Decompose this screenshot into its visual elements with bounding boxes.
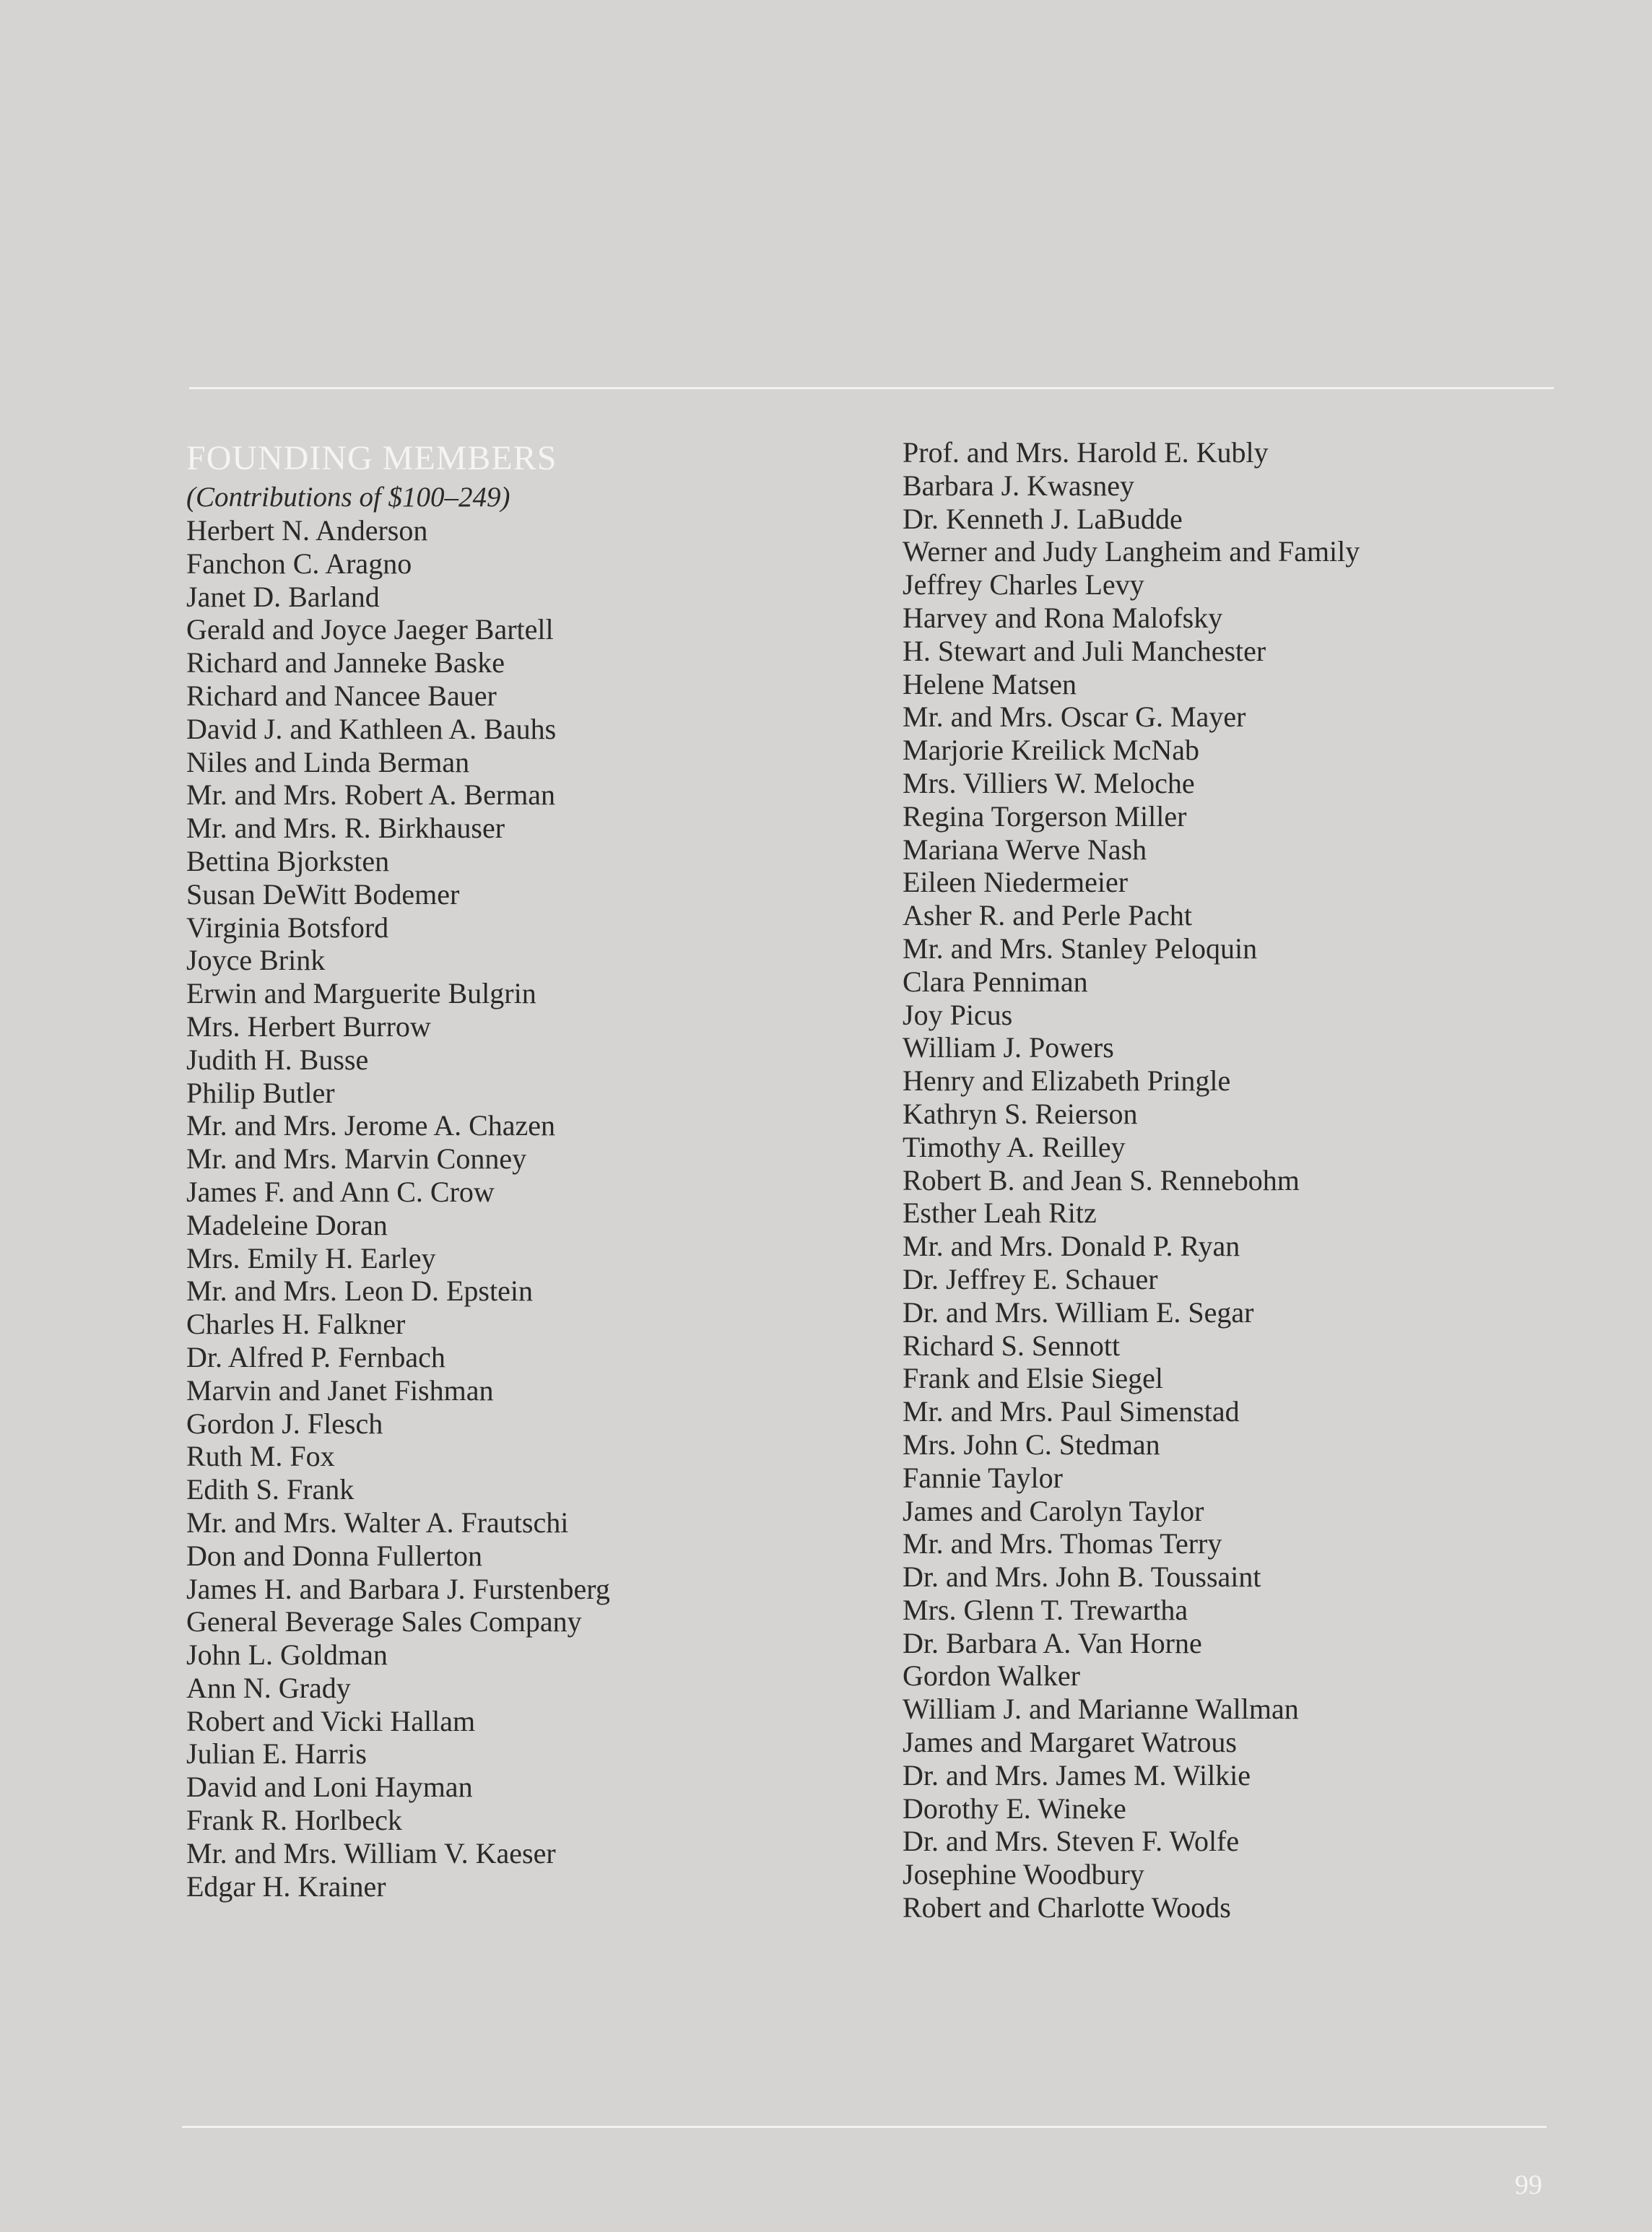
right-column	[903, 436, 1596, 1924]
member-name: Mr. and Mrs. Donald P. Ryan	[903, 1230, 1240, 1263]
member-name: Dr. and Mrs. James M. Wilkie	[903, 1758, 1251, 1792]
member-name: Dr. Jeffrey E. Schauer	[903, 1262, 1158, 1295]
member-name: Mrs. John C. Stedman	[903, 1428, 1160, 1461]
member-name: Robert B. and Jean S. Rennebohm	[903, 1163, 1300, 1197]
member-name: Mr. and Mrs. William V. Kaeser	[186, 1836, 556, 1870]
member-name: Judith H. Busse	[186, 1043, 369, 1076]
member-name: Ann N. Grady	[186, 1671, 351, 1704]
member-name: Susan DeWitt Bodemer	[186, 877, 460, 911]
member-name: Virginia Botsford	[186, 911, 389, 944]
member-name: Mrs. Villiers W. Meloche	[903, 766, 1195, 799]
member-name: Edith S. Frank	[186, 1473, 355, 1506]
left-column	[186, 436, 879, 1903]
member-name: Richard S. Sennott	[903, 1329, 1121, 1362]
member-name: Don and Donna Fullerton	[186, 1539, 482, 1572]
member-name: Timothy A. Reilley	[903, 1130, 1126, 1163]
member-name: Richard and Janneke Baske	[186, 646, 505, 679]
member-name: Dr. Alfred P. Fernbach	[186, 1340, 445, 1373]
member-name: James H. and Barbara J. Furstenberg	[186, 1572, 610, 1605]
member-name: Kathryn S. Reierson	[903, 1097, 1138, 1130]
member-name: Clara Penniman	[903, 965, 1088, 998]
member-name: Fanchon C. Aragno	[186, 547, 412, 580]
member-name: Frank and Elsie Siegel	[903, 1362, 1164, 1395]
member-name: Eileen Niedermeier	[903, 866, 1129, 899]
member-name: Mr. and Mrs. R. Birkhauser	[186, 812, 505, 845]
right-name-list	[903, 436, 1596, 1924]
member-name: John L. Goldman	[186, 1638, 388, 1672]
member-name: Joyce Brink	[186, 944, 326, 977]
member-name: Ruth M. Fox	[186, 1440, 335, 1473]
member-name: Mr. and Mrs. Leon D. Epstein	[186, 1275, 533, 1308]
member-name: Mr. and Mrs. Jerome A. Chazen	[186, 1109, 556, 1142]
member-name: H. Stewart and Juli Manchester	[903, 634, 1266, 667]
member-name: Dr. and Mrs. William E. Segar	[903, 1295, 1254, 1329]
member-name: Jeffrey Charles Levy	[903, 568, 1144, 602]
member-name: Harvey and Rona Malofsky	[903, 601, 1223, 634]
member-name: David and Loni Hayman	[186, 1771, 473, 1804]
bottom-divider	[182, 2126, 1547, 2128]
member-name: Gordon Walker	[903, 1659, 1080, 1693]
page-number: 99	[1515, 2170, 1542, 2200]
member-name: Erwin and Marguerite Bulgrin	[186, 977, 536, 1010]
member-name: Marjorie Kreilick McNab	[903, 734, 1199, 767]
left-name-list	[186, 514, 879, 1903]
member-name: Mariana Werve Nash	[903, 833, 1147, 866]
member-name: Josephine Woodbury	[903, 1858, 1144, 1891]
member-name: Richard and Nancee Bauer	[186, 679, 497, 712]
member-name: Mr. and Mrs. Oscar G. Mayer	[903, 700, 1246, 734]
member-name: Mr. and Mrs. Marvin Conney	[186, 1142, 527, 1176]
top-divider	[189, 387, 1554, 389]
member-name: William J. and Marianne Wallman	[903, 1693, 1299, 1726]
member-name: Madeleine Doran	[186, 1208, 388, 1241]
member-name: Mr. and Mrs. Stanley Peloquin	[903, 932, 1258, 965]
member-name: Charles H. Falkner	[186, 1308, 406, 1341]
member-name: Gerald and Joyce Jaeger Bartell	[186, 613, 554, 646]
member-name: Barbara J. Kwasney	[903, 469, 1134, 502]
member-name: Regina Torgerson Miller	[903, 799, 1187, 833]
member-name: Mrs. Herbert Burrow	[186, 1009, 431, 1043]
member-name: Prof. and Mrs. Harold E. Kubly	[903, 436, 1269, 469]
section-heading: FOUNDING MEMBERS	[186, 439, 557, 477]
member-name: Robert and Vicki Hallam	[186, 1704, 476, 1737]
member-name: Mrs. Emily H. Earley	[186, 1241, 436, 1275]
member-name: General Beverage Sales Company	[186, 1605, 582, 1638]
member-name: Janet D. Barland	[186, 580, 380, 613]
member-name: Mr. and Mrs. Thomas Terry	[903, 1527, 1222, 1560]
member-name: James F. and Ann C. Crow	[186, 1175, 495, 1208]
member-name: Gordon J. Flesch	[186, 1407, 383, 1440]
member-name: Henry and Elizabeth Pringle	[903, 1064, 1231, 1098]
member-name: Herbert N. Anderson	[186, 514, 428, 547]
member-name: Julian E. Harris	[186, 1737, 367, 1771]
member-name: Robert and Charlotte Woods	[903, 1891, 1231, 1924]
member-name: Mr. and Mrs. Robert A. Berman	[186, 778, 556, 812]
member-name: Marvin and Janet Fishman	[186, 1373, 494, 1407]
member-name: Dr. Kenneth J. LaBudde	[903, 502, 1183, 535]
member-name: Mr. and Mrs. Paul Simenstad	[903, 1395, 1240, 1428]
member-name: William J. Powers	[903, 1031, 1114, 1064]
member-name: James and Margaret Watrous	[903, 1726, 1237, 1759]
member-name: Dr. and Mrs. Steven F. Wolfe	[903, 1825, 1240, 1858]
member-name: Helene Matsen	[903, 667, 1077, 700]
member-name: James and Carolyn Taylor	[903, 1494, 1204, 1527]
member-name: Esther Leah Ritz	[903, 1197, 1097, 1230]
member-name: Niles and Linda Berman	[186, 745, 470, 778]
member-name: Dorothy E. Wineke	[903, 1792, 1126, 1825]
member-name: Frank R. Horlbeck	[186, 1804, 402, 1837]
member-name: David J. and Kathleen A. Bauhs	[186, 712, 557, 745]
member-name: Asher R. and Perle Pacht	[903, 899, 1193, 932]
member-name: Bettina Bjorksten	[186, 844, 390, 877]
member-name: Dr. and Mrs. John B. Toussaint	[903, 1560, 1261, 1594]
member-name: Mrs. Glenn T. Trewartha	[903, 1593, 1188, 1626]
contribution-range: (Contributions of $100–249)	[186, 482, 510, 513]
member-name: Werner and Judy Langheim and Family	[903, 535, 1360, 568]
member-name: Edgar H. Krainer	[186, 1870, 386, 1903]
member-name: Dr. Barbara A. Van Horne	[903, 1626, 1202, 1659]
member-name: Joy Picus	[903, 998, 1013, 1031]
member-name: Mr. and Mrs. Walter A. Frautschi	[186, 1506, 569, 1539]
member-name: Philip Butler	[186, 1076, 335, 1109]
member-name: Fannie Taylor	[903, 1461, 1063, 1494]
